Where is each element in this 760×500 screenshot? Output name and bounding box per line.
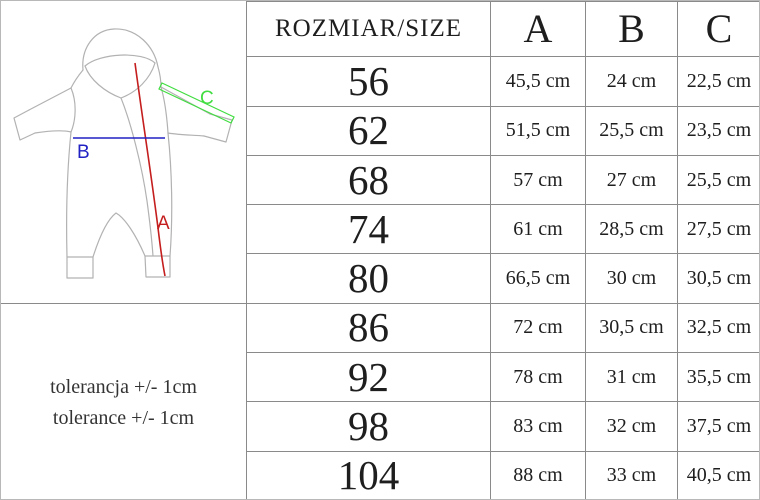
right-armhole-seam <box>161 87 168 133</box>
measurement-b-cell: 24 cm <box>586 57 678 106</box>
measurement-a-cell: 78 cm <box>491 353 586 402</box>
right-neck <box>158 67 161 87</box>
measurement-b-cell: 30 cm <box>586 254 678 303</box>
measurement-a-cell: 66,5 cm <box>491 254 586 303</box>
table-row <box>247 353 760 402</box>
table-row <box>247 254 760 303</box>
measurement-c-cell: 32,5 cm <box>678 303 760 352</box>
table-row <box>247 402 760 451</box>
header-size: ROZMIAR/SIZE <box>247 2 491 57</box>
measurement-label-b: B <box>77 142 90 163</box>
left-leg-cuff <box>67 257 93 278</box>
right-leg-cuff <box>145 256 170 277</box>
left-neck <box>71 70 83 88</box>
table-row <box>247 451 760 500</box>
measurement-label-a: A <box>157 213 170 234</box>
measurement-c-cell: 25,5 cm <box>678 155 760 204</box>
tolerance-line-en: tolerance +/- 1cm <box>52 406 195 429</box>
left-sleeve-cuff <box>14 110 35 140</box>
size-cell: 86 <box>247 303 491 352</box>
measurement-c-cell: 27,5 cm <box>678 205 760 254</box>
measurement-c-cell: 22,5 cm <box>678 57 760 106</box>
size-cell: 62 <box>247 106 491 155</box>
diagram-panel <box>1 1 246 500</box>
measurement-a-cell: 45,5 cm <box>491 57 586 106</box>
header-measurement-c: C <box>678 2 760 57</box>
table-row <box>247 303 760 352</box>
measurement-a-cell: 61 cm <box>491 205 586 254</box>
table-row <box>247 106 760 155</box>
header-measurement-a: A <box>491 2 586 57</box>
left-sleeve-top <box>29 88 71 110</box>
header-measurement-b: B <box>586 2 678 57</box>
measurement-c-cell: 30,5 cm <box>678 254 760 303</box>
measurement-a-cell: 72 cm <box>491 303 586 352</box>
right-torso <box>168 133 172 256</box>
measurement-b-cell: 30,5 cm <box>586 303 678 352</box>
size-cell: 74 <box>247 205 491 254</box>
measurement-b-cell: 32 cm <box>586 402 678 451</box>
measurement-label-c: C <box>200 88 214 109</box>
left-sleeve-bottom <box>35 131 71 133</box>
table-header-row <box>247 2 760 57</box>
measurement-a-cell: 88 cm <box>491 451 586 500</box>
table-row <box>247 205 760 254</box>
hood-opening-left <box>85 66 121 98</box>
right-sleeve-bottom <box>168 133 204 136</box>
measurement-a-cell: 83 cm <box>491 402 586 451</box>
size-cell: 56 <box>247 57 491 106</box>
measurement-b-cell: 33 cm <box>586 451 678 500</box>
romper-drawing <box>1 1 246 303</box>
zipper-line <box>121 98 153 256</box>
left-armhole-seam <box>71 88 75 132</box>
size-cell: 80 <box>247 254 491 303</box>
table-row <box>247 155 760 204</box>
measurement-c-cell: 23,5 cm <box>678 106 760 155</box>
table-row <box>247 57 760 106</box>
romper-diagram <box>1 1 246 303</box>
measurement-a-cell: 51,5 cm <box>491 106 586 155</box>
size-cell: 104 <box>247 451 491 500</box>
measurement-b-cell: 31 cm <box>586 353 678 402</box>
tolerance-note <box>1 303 246 500</box>
left-torso <box>67 132 71 257</box>
hood-opening-top <box>85 55 155 66</box>
measurement-b-cell: 25,5 cm <box>586 106 678 155</box>
size-cell: 92 <box>247 353 491 402</box>
measurement-b-cell: 28,5 cm <box>586 205 678 254</box>
hood-outer <box>83 29 158 70</box>
size-table <box>246 1 760 500</box>
crotch-curve <box>93 213 145 257</box>
tolerance-line-pl: tolerancja +/- 1cm <box>50 375 197 398</box>
size-cell: 68 <box>247 155 491 204</box>
garment-outline <box>14 29 232 278</box>
measurement-c-cell: 35,5 cm <box>678 353 760 402</box>
measurement-c-cell: 40,5 cm <box>678 451 760 500</box>
size-cell: 98 <box>247 402 491 451</box>
measurement-c-cell: 37,5 cm <box>678 402 760 451</box>
right-sleeve-cuff <box>204 114 232 142</box>
measurement-a-cell: 57 cm <box>491 155 586 204</box>
measurement-b-cell: 27 cm <box>586 155 678 204</box>
